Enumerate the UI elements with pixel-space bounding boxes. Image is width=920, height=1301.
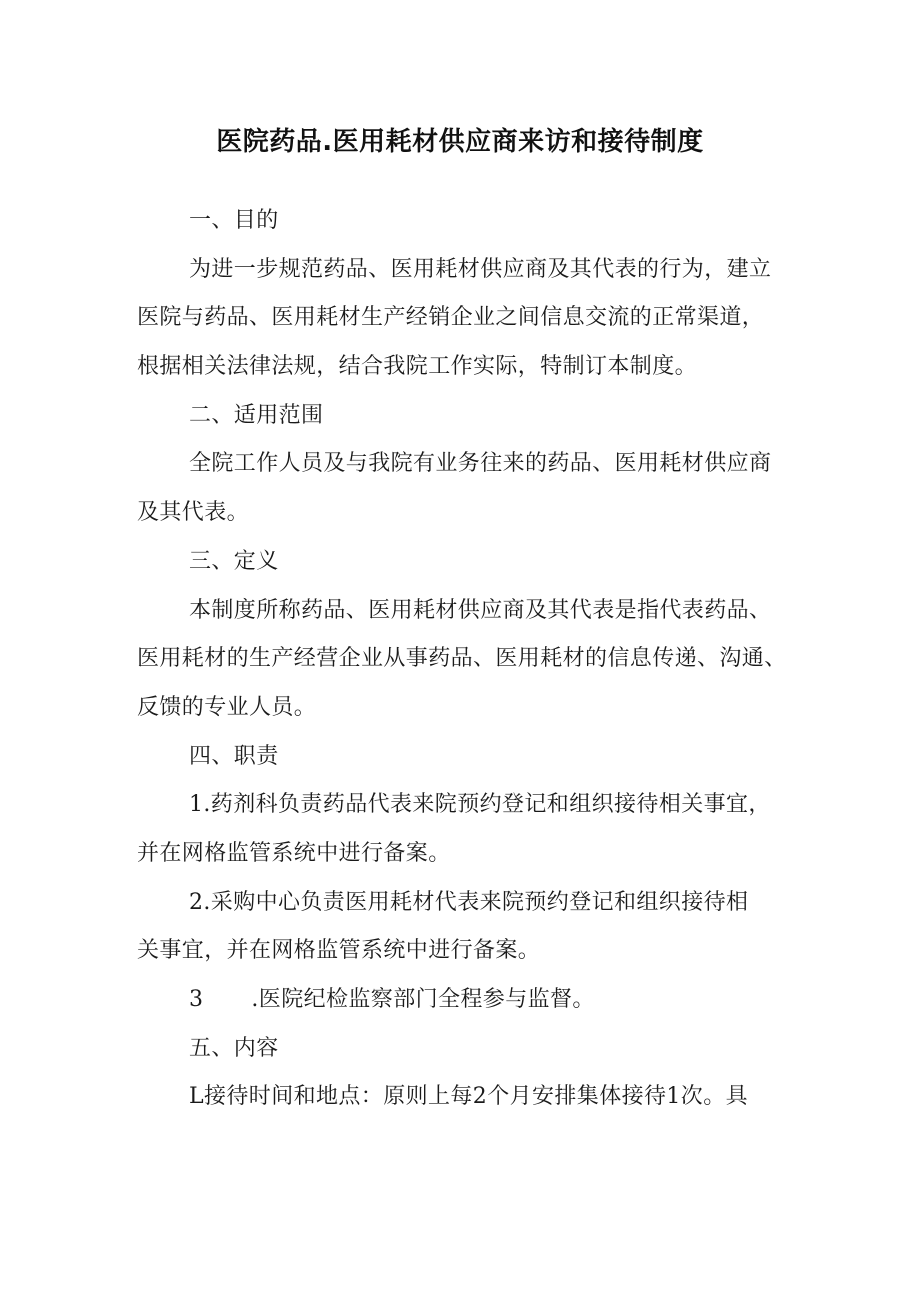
paragraph-line: 关事宜，并在网格监管系统中进行备案。 [137,938,541,964]
section-heading-purpose: 一、目的 [189,208,279,233]
paragraph-line: 本制度所称药品、医用耗材供应商及其代表是指代表药品、 [189,597,772,623]
section-heading-content: 五、内容 [189,1035,279,1061]
paragraph-line: 为进一步规范药品、医用耗材供应商及其代表的行为，建立 [189,256,772,282]
paragraph-line: L接待时间和地点：原则上每2个月安排集体接待1次。具 [189,1084,749,1110]
list-item-2: 2.采购中心负责医用耗材代表来院预约登记和组织接待相 [189,889,749,915]
section-heading-scope: 二、适用范围 [189,402,324,428]
paragraph-line: 医院与药品、医用耗材生产经销企业之间信息交流的正常渠道， [137,305,765,331]
section-heading-duties: 四、职责 [189,743,279,769]
document-title: 医院药品.医用耗材供应商来访和接待制度 [216,127,704,157]
section-heading-definition: 三、定义 [189,548,279,574]
paragraph-line: 及其代表。 [137,500,250,526]
paragraph-line: 并在网格监管系统中进行备案。 [137,840,451,866]
paragraph-line: 反馈的专业人员。 [137,694,317,720]
paragraph-line: 根据相关法律法规，结合我院工作实际，特制订本制度。 [137,354,698,380]
list-item-3-number: 3 [189,987,204,1012]
list-item-1: 1.药剂科负责药品代表来院预约登记和组织接待相关事宜， [189,792,771,818]
paragraph-line: 全院工作人员及与我院有业务往来的药品、医用耗材供应商 [189,451,772,477]
paragraph-line: 医用耗材的生产经营企业从事药品、医用耗材的信息传递、沟通、 [137,646,787,672]
list-item-3 [137,976,797,1025]
document-body [137,197,797,1122]
list-item-3-text: .医院纪检监察部门全程参与监督。 [251,987,595,1012]
